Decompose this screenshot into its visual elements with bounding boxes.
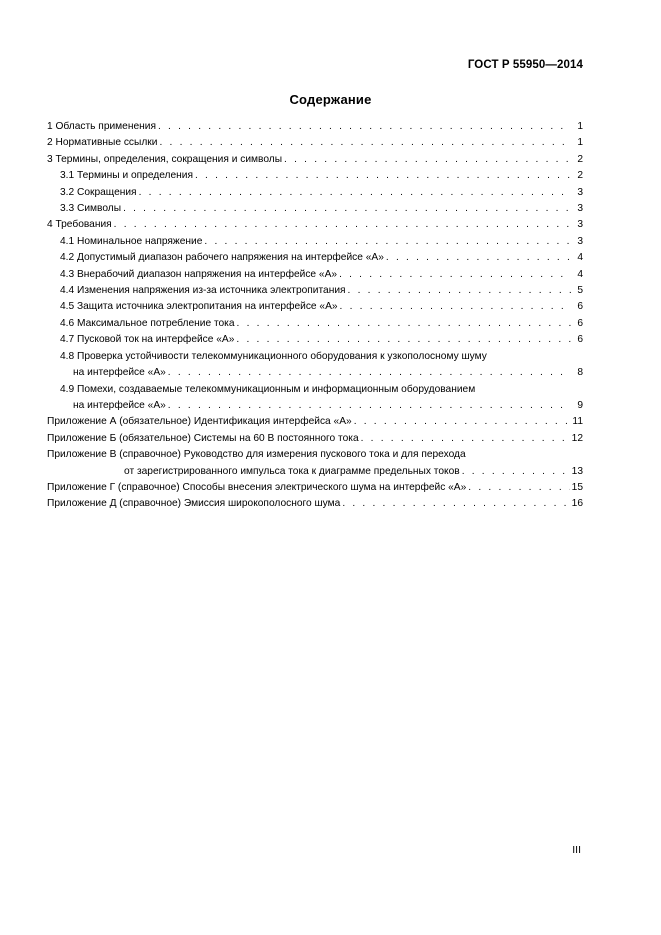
toc-entry-text: 3.2 Сокращения bbox=[60, 186, 137, 198]
toc-entry-text: 1 Область применения bbox=[47, 121, 156, 132]
toc-leader bbox=[386, 250, 571, 266]
toc-leader bbox=[462, 464, 570, 480]
toc-page: 5 bbox=[577, 285, 583, 297]
toc-entry-text: Приложение Д (справочное) Эмиссия широкополосного шума bbox=[47, 498, 341, 510]
toc-entry[interactable] bbox=[47, 496, 583, 512]
toc-entry[interactable] bbox=[47, 283, 583, 299]
toc-entry-text: 4.6 Максимальное потребление тока bbox=[60, 317, 235, 329]
toc-entry[interactable] bbox=[47, 201, 583, 217]
toc-entry[interactable] bbox=[47, 382, 583, 415]
toc-entry[interactable] bbox=[47, 414, 583, 430]
toc-page: 4 bbox=[577, 268, 583, 280]
toc-leader bbox=[158, 119, 571, 135]
toc-entry-text: 4.1 Номинальное напряжение bbox=[60, 235, 203, 247]
toc-leader bbox=[342, 496, 569, 512]
toc-leader bbox=[237, 316, 571, 332]
toc-entry[interactable] bbox=[47, 250, 583, 266]
toc-entry-text: Приложение Г (справочное) Способы внесения электрического шума на интерфейс «А» bbox=[47, 481, 467, 493]
toc-entry-text: Приложение В (справочное) Руководство для измерения пускового тока и для перехода bbox=[47, 449, 466, 461]
toc-page: 2 bbox=[577, 153, 583, 165]
toc-entry[interactable] bbox=[47, 217, 583, 233]
toc-leader bbox=[340, 299, 571, 315]
toc-page: 9 bbox=[577, 399, 583, 411]
toc-page: 11 bbox=[572, 416, 583, 428]
toc-page: 2 bbox=[577, 170, 583, 182]
toc-page: 6 bbox=[577, 317, 583, 329]
toc-leader bbox=[284, 152, 571, 168]
toc-leader bbox=[123, 201, 571, 217]
toc-entry-text-continued: от зарегистрированного импульса тока к диаграмме предельных токов bbox=[124, 465, 460, 477]
toc-entry-text: 2 Нормативные ссылки bbox=[47, 137, 158, 149]
toc-entry[interactable] bbox=[47, 299, 583, 315]
page-title: Содержание bbox=[289, 92, 372, 107]
toc-page: 15 bbox=[571, 481, 583, 493]
toc-page: 16 bbox=[571, 498, 583, 510]
toc-entry-text: 4.2 Допустимый диапазон рабочего напряжения на интерфейсе «А» bbox=[60, 252, 384, 264]
toc-entry-text: 4.8 Проверка устойчивости телекоммуникационного оборудования к узкополосному шуму bbox=[60, 350, 487, 362]
toc-leader bbox=[468, 480, 569, 496]
toc-entry-text: 4.4 Изменения напряжения из-за источника электропитания bbox=[60, 285, 346, 297]
toc-entry[interactable] bbox=[47, 185, 583, 201]
toc-leader bbox=[168, 365, 571, 381]
toc-entry[interactable] bbox=[47, 135, 583, 151]
toc-entry-text-continued: на интерфейсе «А» bbox=[73, 367, 166, 379]
toc-leader bbox=[348, 283, 571, 299]
toc-entry-text: 3 Термины, определения, сокращения и символы bbox=[47, 153, 283, 165]
toc-entry-text: 4.5 Защита источника электропитания на интерфейсе «А» bbox=[60, 301, 338, 313]
toc-entry[interactable] bbox=[47, 316, 583, 332]
toc-leader bbox=[354, 414, 571, 430]
toc-page: 6 bbox=[577, 301, 583, 313]
toc-leader bbox=[168, 398, 571, 414]
toc-entry-text: 4.7 Пусковой ток на интерфейсе «А» bbox=[60, 334, 235, 346]
toc-leader bbox=[236, 332, 571, 348]
toc-entry-text: 3.3 Символы bbox=[60, 203, 122, 215]
toc-entry[interactable] bbox=[47, 447, 583, 480]
toc-page: 8 bbox=[577, 367, 583, 379]
table-of-contents bbox=[47, 119, 583, 513]
toc-leader bbox=[114, 217, 571, 233]
toc-entry-text: Приложение А (обязательное) Идентификация интерфейса «А» bbox=[47, 416, 352, 428]
toc-entry-text: Приложение Б (обязательное) Системы на 60 В постоянного тока bbox=[47, 432, 359, 444]
toc-entry[interactable] bbox=[47, 332, 583, 348]
toc-page: 12 bbox=[571, 432, 583, 444]
toc-entry[interactable] bbox=[47, 349, 583, 382]
toc-leader bbox=[361, 431, 570, 447]
toc-entry[interactable] bbox=[47, 152, 583, 168]
toc-entry-text: 4.3 Внерабочий диапазон напряжения на интерфейсе «А» bbox=[60, 268, 338, 280]
toc-page: 1 bbox=[577, 137, 583, 149]
page-number: III bbox=[572, 844, 581, 856]
toc-leader bbox=[339, 267, 571, 283]
toc-page: 3 bbox=[577, 219, 583, 231]
toc-entry-text-continued: на интерфейсе «А» bbox=[73, 399, 166, 411]
toc-leader bbox=[204, 234, 571, 250]
document-id: ГОСТ Р 55950—2014 bbox=[467, 59, 583, 71]
toc-entry-text: 4.9 Помехи, создаваемые телекоммуникационным и информационным оборудованием bbox=[60, 383, 476, 395]
toc-leader bbox=[195, 168, 571, 184]
toc-page: 3 bbox=[577, 235, 583, 247]
toc-page: 1 bbox=[577, 121, 583, 132]
toc-leader bbox=[139, 185, 571, 201]
toc-leader bbox=[159, 135, 571, 151]
toc-page: 6 bbox=[577, 334, 583, 346]
toc-entry[interactable] bbox=[47, 234, 583, 250]
toc-entry[interactable] bbox=[47, 267, 583, 283]
toc-entry[interactable] bbox=[47, 480, 583, 496]
toc-page: 4 bbox=[577, 252, 583, 264]
toc-entry-text: 4 Требования bbox=[47, 219, 112, 231]
toc-entry[interactable] bbox=[47, 431, 583, 447]
toc-entry[interactable] bbox=[47, 119, 583, 135]
toc-page: 3 bbox=[577, 203, 583, 215]
toc-page: 13 bbox=[571, 465, 583, 477]
toc-page: 3 bbox=[577, 186, 583, 198]
toc-entry-text: 3.1 Термины и определения bbox=[60, 170, 193, 182]
toc-entry[interactable] bbox=[47, 168, 583, 184]
